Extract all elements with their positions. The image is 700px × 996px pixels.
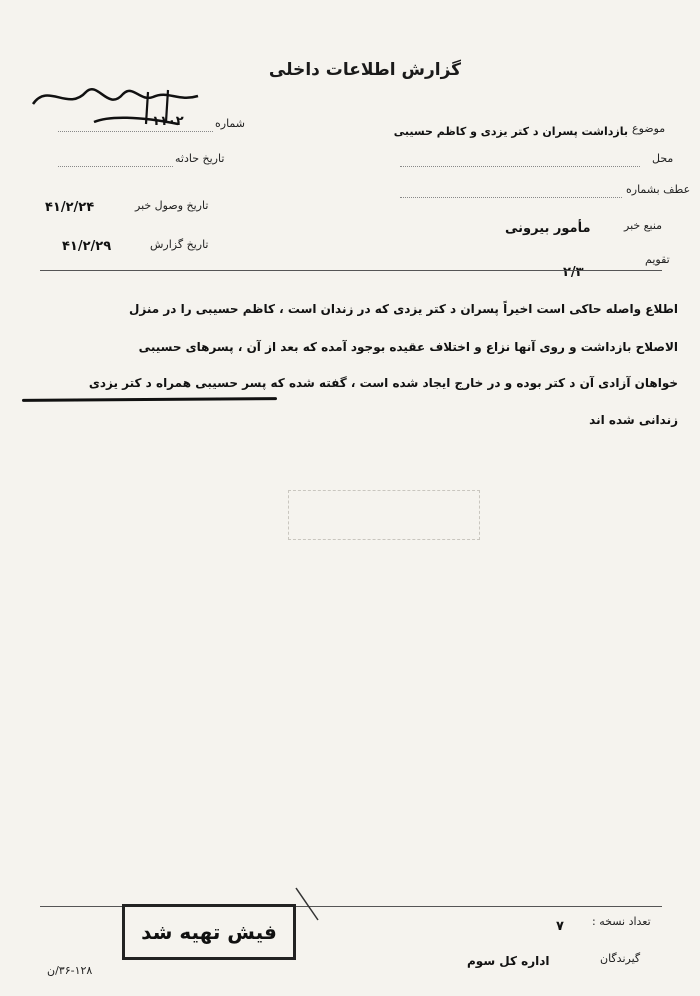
report-date-value: ۴۱/۲/۲۹ <box>62 239 112 254</box>
copies-label: تعداد نسخه : <box>592 915 651 928</box>
number-dotline <box>58 131 213 132</box>
body-line-2: الاصلاح بازداشت و روی آنها نزاع و اختلاف عقیده بوجود آمده که بعد از آن ، پسرهای حسیبی <box>138 340 678 354</box>
rating-value: ۲/۳ <box>563 265 584 280</box>
body-line-4: زندانی شده اند <box>589 413 678 427</box>
reference-dotline <box>400 197 622 198</box>
form-code: ۳۶-۱۲۸/ن <box>47 964 93 977</box>
body-line-3: خواهان آزادی آن د کتر بوده و در خارج ایجاد شده است ، گفته شده که پسر حسیبی همراه د کتر یزدی <box>88 376 678 390</box>
number-label: شماره <box>215 117 246 130</box>
page-title: گزارش اطلاعات داخلی <box>268 60 462 80</box>
stamp-text: فیش تهیه شد <box>141 920 277 944</box>
receipt-date-value: ۴۱/۲/۲۴ <box>45 200 95 215</box>
reference-label: عطف بشماره <box>626 183 691 196</box>
number-value: ۱۱۰۲ <box>152 114 184 129</box>
body-line-1: اطلاع واصله حاکی است اخیراً پسران د کتر یزدی که در زندان است ، کاظم حسیبی را در منزل <box>128 302 678 316</box>
recipients-value: اداره کل سوم <box>467 954 550 968</box>
stamp-box <box>122 904 296 960</box>
source-value: مأمور بیرونی <box>505 221 591 236</box>
faint-mark <box>288 490 480 540</box>
copies-value: ۷ <box>556 919 564 934</box>
header-separator <box>40 270 662 271</box>
incident-date-label: تاریخ حادثه <box>175 152 225 165</box>
receipt-date-label: تاریخ وصول خبر <box>135 199 209 212</box>
place-dotline <box>400 166 640 167</box>
check-mark-icon <box>290 880 330 930</box>
subject-label: موضوع <box>632 122 666 135</box>
subject-value: بازداشت پسران د کتر یزدی و کاظم حسیبی <box>393 125 628 138</box>
body-underline <box>22 397 277 402</box>
place-label: محل <box>652 152 674 165</box>
source-label: منبع خبر <box>624 219 663 232</box>
rating-label: تقویم <box>645 253 670 266</box>
recipients-label: گیرندگان <box>600 952 641 965</box>
report-date-label: تاریخ گزارش <box>150 238 209 251</box>
incident-date-dotline <box>58 166 173 167</box>
